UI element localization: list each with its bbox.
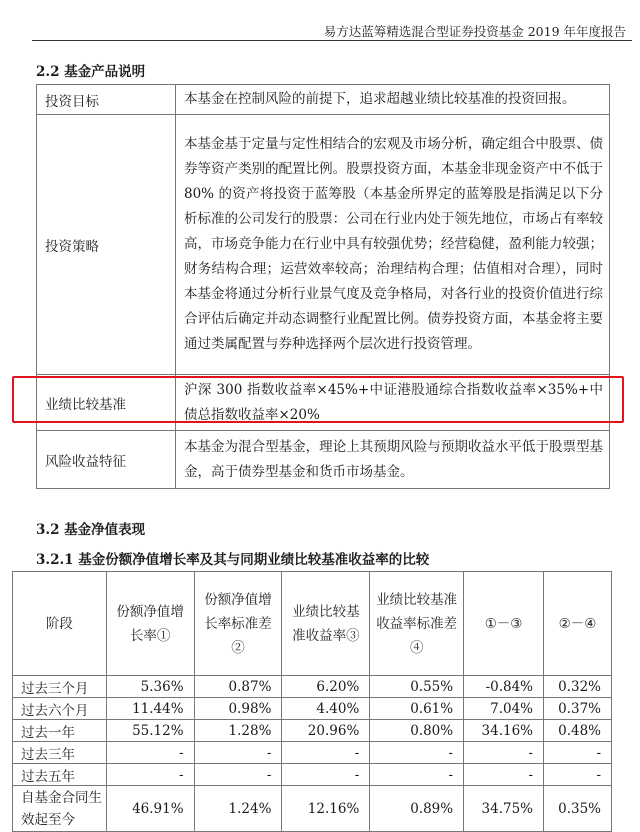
cell-value: - xyxy=(464,742,544,764)
row-label-objective: 投资目标 xyxy=(37,85,176,115)
cell-value: 0.87% xyxy=(194,676,282,698)
cell-value: 6.20% xyxy=(282,676,370,698)
cell-value: 5.36% xyxy=(106,676,194,698)
table-row xyxy=(13,720,612,742)
table-row xyxy=(37,431,610,489)
cell-value: - xyxy=(282,764,370,786)
cell-value: - xyxy=(194,764,282,786)
table-row xyxy=(37,85,610,115)
cell-value: 20.96% xyxy=(282,720,370,742)
cell-value: 0.80% xyxy=(370,720,464,742)
cell-value: 1.28% xyxy=(194,720,282,742)
section-2-2-title: 2.2 基金产品说明 xyxy=(36,64,146,80)
cell-period: 过去六个月 xyxy=(13,698,107,720)
table-row xyxy=(13,764,612,786)
benchmark-highlight-box xyxy=(12,376,624,423)
cell-period: 过去三个月 xyxy=(13,676,107,698)
cell-value: 0.35% xyxy=(544,786,612,832)
cell-value: -0.84% xyxy=(464,676,544,698)
row-label-strategy: 投资策略 xyxy=(37,115,176,375)
cell-value: 46.91% xyxy=(106,786,194,832)
row-label-risk: 风险收益特征 xyxy=(37,431,176,489)
header-benchmark-return: 业绩比较基准收益率③ xyxy=(282,572,370,676)
performance-table xyxy=(12,571,612,832)
cell-value: 0.37% xyxy=(544,698,612,720)
cell-value: 55.12% xyxy=(106,720,194,742)
table-row xyxy=(13,698,612,720)
cell-value: 4.40% xyxy=(282,698,370,720)
cell-value: 11.44% xyxy=(106,698,194,720)
cell-value: 34.16% xyxy=(464,720,544,742)
cell-value: - xyxy=(544,742,612,764)
report-header: 易方达蓝筹精选混合型证券投资基金 2019 年年度报告 xyxy=(323,24,626,39)
cell-value: - xyxy=(282,742,370,764)
cell-period: 过去三年 xyxy=(13,742,107,764)
cell-value: 0.89% xyxy=(370,786,464,832)
section-3-2-1-title: 3.2.1 基金份额净值增长率及其与同期业绩比较基准收益率的比较 xyxy=(36,552,430,568)
cell-value: 1.24% xyxy=(194,786,282,832)
cell-period: 自基金合同生效起至今 xyxy=(13,786,107,832)
cell-value: - xyxy=(370,742,464,764)
header-diff-1-3: ①－③ xyxy=(464,572,544,676)
table-row xyxy=(13,676,612,698)
table-row xyxy=(37,115,610,375)
cell-value: 0.98% xyxy=(194,698,282,720)
product-description-table xyxy=(36,84,610,489)
table-header-row xyxy=(13,572,612,676)
row-content-benchmark: 沪深 300 指数收益率×45%+中证港股通综合指数收益率×35%+中债总指数收益率×20% xyxy=(176,375,610,431)
cell-value: 0.61% xyxy=(370,698,464,720)
cell-value: - xyxy=(106,764,194,786)
header-benchmark-std: 业绩比较基准收益率标准差④ xyxy=(370,572,464,676)
cell-value: 0.48% xyxy=(544,720,612,742)
table-row xyxy=(13,742,612,764)
cell-period: 过去五年 xyxy=(13,764,107,786)
cell-value: - xyxy=(106,742,194,764)
header-nav-std: 份额净值增长率标准差② xyxy=(194,572,282,676)
cell-period: 过去一年 xyxy=(13,720,107,742)
cell-value: 0.55% xyxy=(370,676,464,698)
cell-value: 34.75% xyxy=(464,786,544,832)
row-label-benchmark: 业绩比较基准 xyxy=(37,375,176,431)
cell-value: - xyxy=(544,764,612,786)
header-rule xyxy=(32,40,632,41)
cell-value: - xyxy=(194,742,282,764)
row-content-risk: 本基金为混合型基金，理论上其预期风险与预期收益水平低于股票型基金，高于债券型基金和货币市场基金。 xyxy=(176,431,610,489)
header-nav-growth: 份额净值增长率① xyxy=(106,572,194,676)
section-3-2-title: 3.2 基金净值表现 xyxy=(36,522,146,538)
cell-value: 0.32% xyxy=(544,676,612,698)
cell-value: - xyxy=(464,764,544,786)
row-content-objective: 本基金在控制风险的前提下，追求超越业绩比较基准的投资回报。 xyxy=(176,85,610,115)
header-diff-2-4: ②－④ xyxy=(544,572,612,676)
cell-value: 12.16% xyxy=(282,786,370,832)
header-period: 阶段 xyxy=(13,572,107,676)
table-row xyxy=(13,786,612,832)
row-content-strategy: 本基金基于定量与定性相结合的宏观及市场分析，确定组合中股票、债券等资产类别的配置比例。股票投资方面，本基金非现金资产中不低于 80% 的资产将投资于蓝筹股（本基金所界定的蓝筹股是指满足以下分析标准的公司发行的股票：公司在行业内处于领先地位，市场占有率较高，市场竞争能力在行业中具有较强优势；经营稳健，盈利能力较强；财务结构合理；运营效率较高；治理结构合理；估值相对合理），同时本基金将通过分析行业景气度及竞争格局，对各行业的投资价值进行综合评估后确定并动态调整行业配置比例。债券投资方面，本基金将主要通过类属配置与券种选择两个层次进行投资管理。 xyxy=(176,115,610,375)
cell-value: 7.04% xyxy=(464,698,544,720)
cell-value: - xyxy=(370,764,464,786)
